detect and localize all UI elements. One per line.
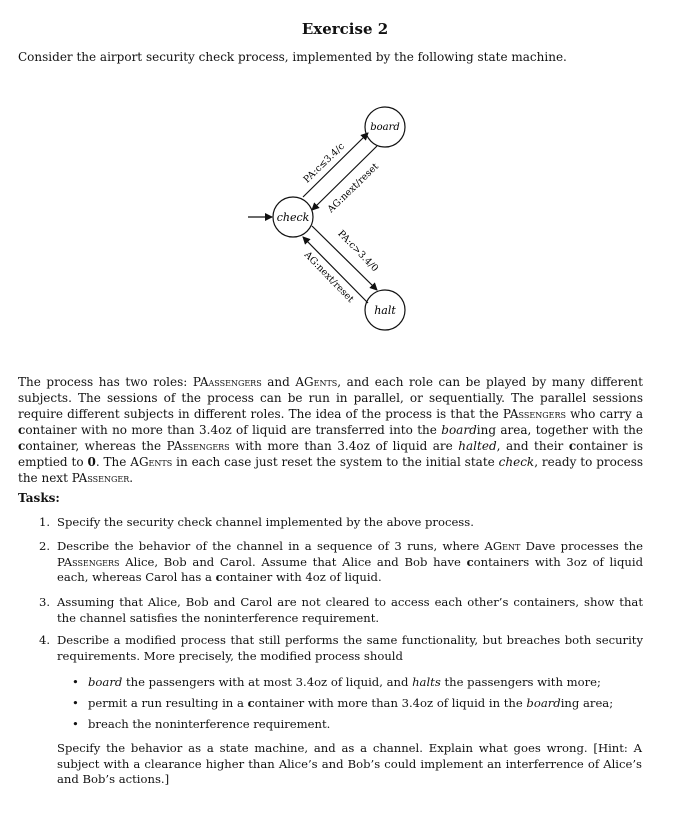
state-halt-label: halt [374, 304, 396, 317]
list-item: • permit a run resulting in a container with more than 3.4oz of liquid in the boarding area; [72, 696, 642, 717]
state-halt [365, 290, 405, 330]
task-text: Specify the security check channel implemented by the above process. [57, 515, 474, 529]
list-item: • breach the noninterference requirement. [72, 717, 642, 738]
task-number: 2. [38, 539, 50, 553]
task-item-3 [18, 595, 643, 626]
edge-label-check-to-halt: PA:c>3.4/0 [335, 228, 381, 275]
closing-paragraph: Specify the behavior as a state machine, and as a channel. Explain what goes wrong. [Hint: A subject with a clearance higher than Alice’s and Bob’s could implement an interferrence of Alice’s and Bob’s actions.] [57, 741, 642, 786]
edge-label-board-to-check: AG:next/reset [325, 161, 381, 216]
passengers-role: PAassengers [192, 375, 262, 389]
intro-text: Consider the airport security check process, implemented by the following state machine. [18, 50, 567, 64]
list-item: • board the passengers with at most 3.4oz of liquid, and halts the passengers with more; [72, 675, 642, 696]
task-number: 4. [38, 633, 50, 647]
task-text: Describe the behavior of the channel in a sequence of 3 runs, where AGent Dave processes the PAssengers Alice, Bob and Carol. Assume that Alice and Bob have containers with 3oz of liquid each, whereas Carol has a container with 4oz of liquid. [57, 539, 643, 584]
edge-label-check-to-board: PA:c≤3.4/c [301, 141, 347, 186]
state-board [365, 107, 405, 147]
task-number: 3. [38, 595, 50, 609]
agents-role: AGents [295, 375, 338, 389]
exercise-title: Exercise 2 [301, 20, 389, 38]
tasks-heading: Tasks: [18, 491, 60, 505]
state-check-label: check [276, 211, 310, 224]
state-check [273, 197, 313, 237]
task-text: Describe a modified process that still performs the same functionality, but breaches both security requirements. More precisely, the modified process should [57, 633, 643, 663]
state-machine-diagram [230, 95, 460, 335]
edge-label-halt-to-check: AG:next/reset [301, 249, 356, 305]
task-number: 1. [38, 515, 50, 529]
task-item-4 [18, 633, 643, 664]
process-description: The process has two roles: PAassengers and AGents, and each role can be played by many different subjects. The sessions of the process can be run in parallel, or sequentially. The parallel sessions require different subjects in different roles. The idea of the process is that the PAssengers who carry a container with no more than 3.4oz of liquid are transferred into the boarding area, together with the container, whereas the PAssengers with more than 3.4oz of liquid are halted, and their container is emptied to 0. The AGents in each case just reset the system to the initial state check, ready to process the next PAssenger. [18, 375, 644, 485]
requirements-list [72, 675, 642, 738]
task-item-2 [18, 539, 643, 586]
task-text: Assuming that Alice, Bob and Carol are not cleared to access each other’s containers, show that the channel satisfies the noninterference requirement. [57, 595, 643, 625]
task-item-1 [18, 515, 643, 531]
state-board-label: board [370, 122, 400, 133]
